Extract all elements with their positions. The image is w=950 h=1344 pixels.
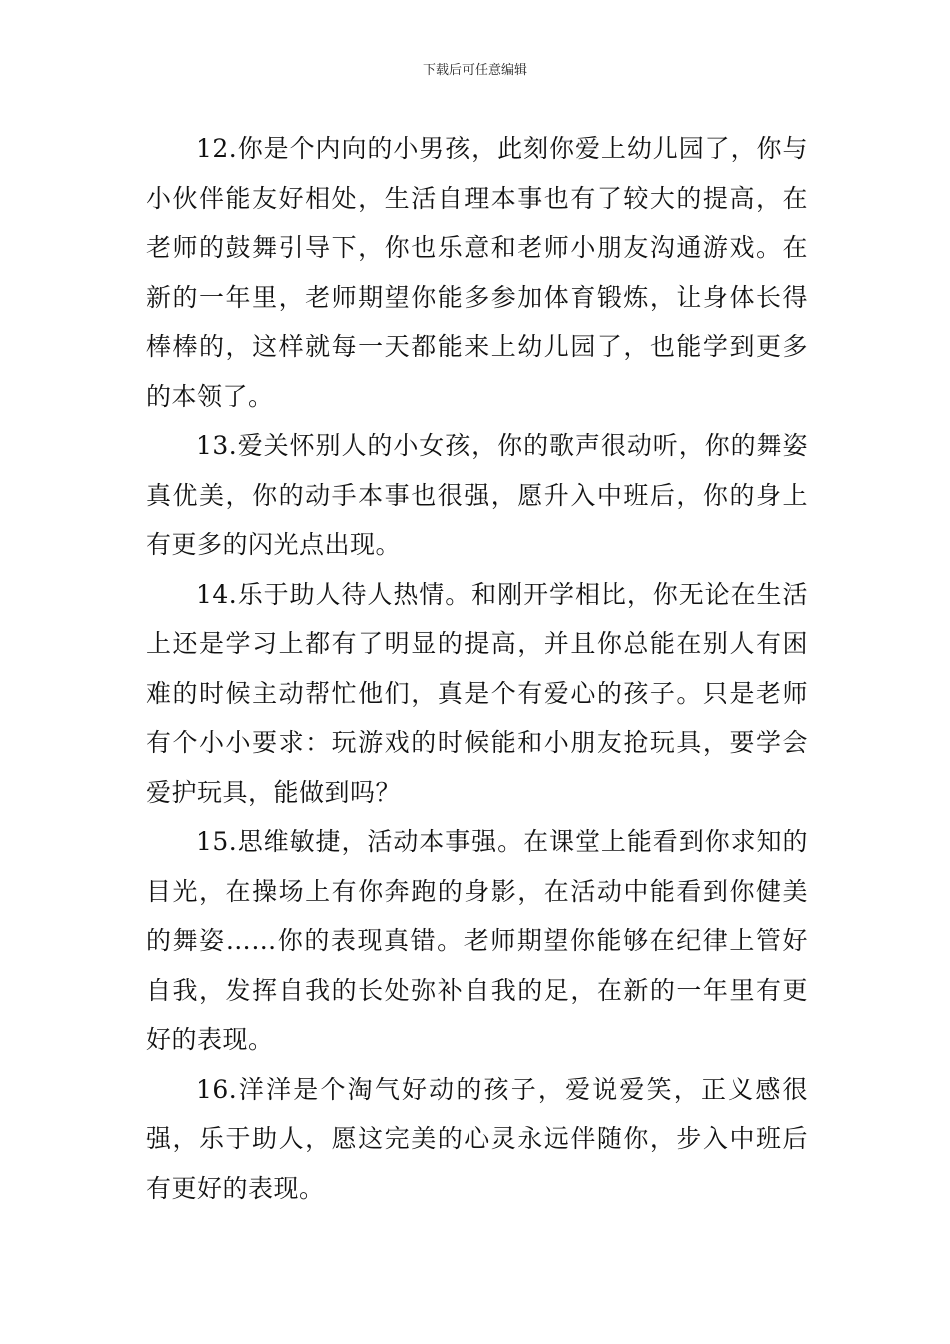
paragraph-15: 15.思维敏捷，活动本事强。在课堂上能看到你求知的目光，在操场上有你奔跑的身影，在活动中能看到你健美的舞姿……你的表现真错。老师期望你能够在纪律上管好自我，发挥自我的长处弥补自我的足，在新的一年里有更好的表现。	[146, 827, 808, 1054]
paragraph-14: 14.乐于助人待人热情。和刚开学相比，你无论在生活上还是学习上都有了明显的提高，并且你总能在别人有困难的时候主动帮忙他们，真是个有爱心的孩子。只是老师有个小小要求：玩游戏的时候能和小朋友抢玩具，要学会爱护玩具，能做到吗？	[146, 579, 808, 807]
document-body	[146, 124, 808, 1213]
paragraph-13: 13.爱关怀别人的小女孩，你的歌声很动听，你的舞姿真优美，你的动手本事也很强，愿升入中班后，你的身上有更多的闪光点出现。	[146, 431, 808, 559]
header-note: 下载后可任意编辑	[422, 63, 527, 78]
paragraph-16: 16.洋洋是个淘气好动的孩子，爱说爱笑，正义感很强，乐于助人，愿这完美的心灵永远伴随你，步入中班后有更好的表现。	[146, 1074, 808, 1203]
paragraph-12: 12.你是个内向的小男孩，此刻你爱上幼儿园了，你与小伙伴能友好相处，生活自理本事也有了较大的提高，在老师的鼓舞引导下，你也乐意和老师小朋友沟通游戏。在新的一年里，老师期望你能多参加体育锻炼，让身体长得棒棒的，这样就每一天都能来上幼儿园了，也能学到更多的本领了。	[146, 134, 808, 411]
